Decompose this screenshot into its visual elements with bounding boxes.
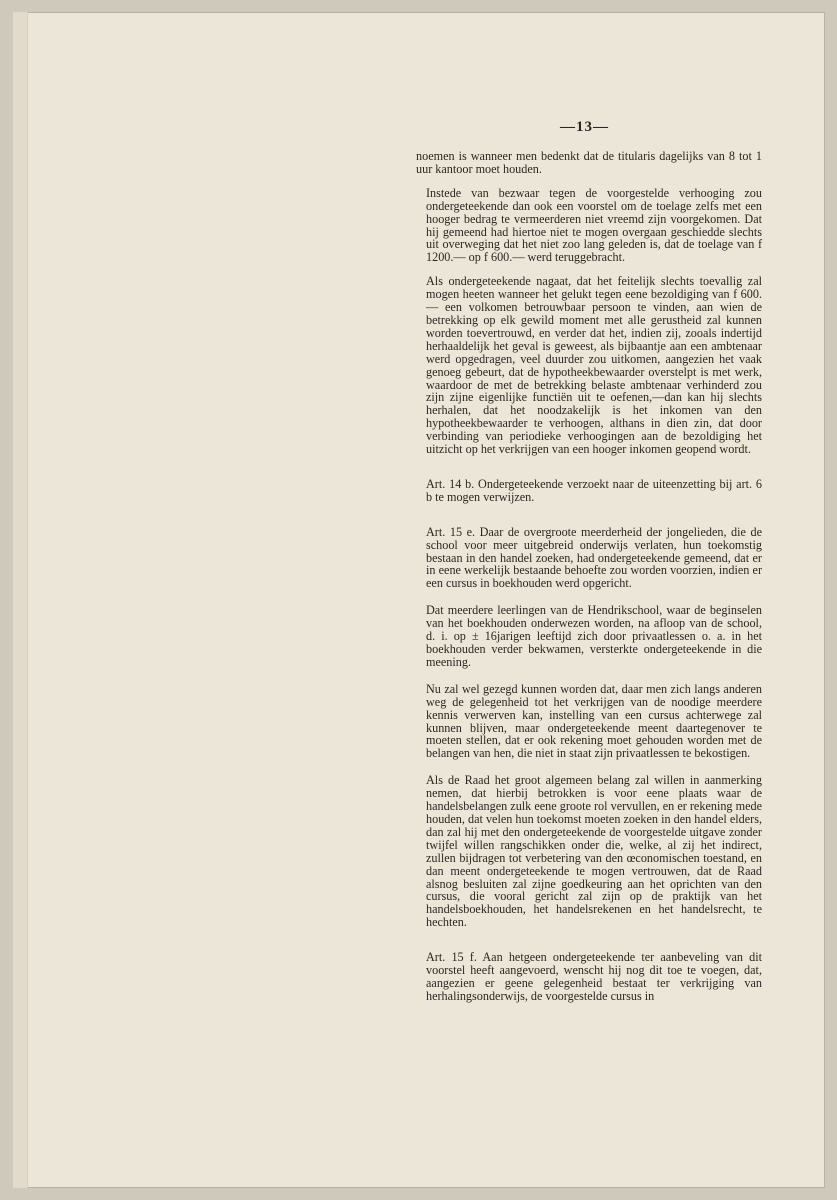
paragraph: Als ondergeteekende nagaat, dat het feitelijk slechts toevallig zal mogen heeten wanneer het gelukt tegen eene bezoldiging van f 600.— een volkomen betrouwbaar persoon te vinden, aan wien de betrekking op elk gewild moment met alle gerustheid zal kunnen worden toevertrouwd, en verder dat het, indien zij, zooals indertijd herhaaldelijk het geval is geweest, als bijbaantje aan een ambtenaar werd opgedragen, veel duurder zou uitkomen, aangezien het vaak genoeg gebeurt, dat de hypotheekbewaarder overstelpt is met werk, waardoor de met de betrekking belaste ambtenaar verhinderd zou zijn zijne eigenlijke functiën uit te oefenen,—dan kan hij slechts herhalen, dat het noodzakelijk is het inkomen van den hypotheekbewaarder te verhoogen, althans in dien zin, dat door verbinding van periodieke verhoogingen aan de bezoldiging het uitzicht op het verkrijgen van een hooger inkomen geopend wordt. [426, 274, 762, 457]
paragraph: Art. 15 e. Daar de overgroote meerderheid der jongelieden, die de school voor meer uitgebreid onderwijs verlaten, hun toekomstig bestaan in den handel zoeken, had ondergeteekende gemeend, dat er in eene werkelijk bestaande behoefte zou worden voorzien, indien er een cursus in boekhouden werd opgericht. [426, 524, 762, 591]
paragraph: Art. 15 f. Aan hetgeen ondergeteekende ter aanbeveling van dit voorstel heeft aangevoerd, wenscht hij nog dit toe te voegen, dat, aangezien er geene gelegenheid bestaat ter verkrijging van herhalingsonderwijs, de voorgestelde cursus in [426, 950, 762, 1003]
paragraph: Dat meerdere leerlingen van de Hendrikschool, waar de beginselen van het boekhouden onderwezen worden, na afloop van de school, d. i. op ± 16jarigen leeftijd zich door privaatlessen o. a. in het boekhouden verder bekwamen, versterkte ondergeteekende in die meening. [426, 603, 762, 669]
page-number: —13— [560, 119, 609, 135]
paragraph: Als de Raad het groot algemeen belang zal willen in aanmerking nemen, dat hierbij betrokken is voor eene plaats waar de handelsbelangen zulk eene groote rol vervullen, en er rekening mede houden, dat velen hun toekomst moeten zoeken in den handel elders, dan zal hij met den ondergeteekende de voorgestelde uitgave zonder twijfel willen rangschikken onder die, welke, al zij het indirect, zullen bijdragen tot verbetering van den œconomischen toestand, en dan meent ondergeteekende te mogen vertrouwen, dat de Raad alsnog besluiten zal zijne goedkeuring aan het oprichten van den cursus, die vooral gericht zal zijn op de praktijk van het handelsboekhouden, het handelsrekenen en het handelsrecht, te hechten. [426, 773, 762, 930]
paragraph: Art. 14 b. Ondergeteekende verzoekt naar de uiteenzetting bij art. 6 b te mogen verwijzen. [426, 476, 762, 504]
paragraph: Instede van bezwaar tegen de voorgestelde verhooging zou ondergeteekende dan ook een voorstel om de toelage zelfs met een hooger bedrag te vermeerderen niet vreemd zijn voorgekomen. Dat hij gemeend had hiertoe niet te mogen overgaan geschiedde slechts uit overweging dat het niet zoo lang geleden is, dat de toelage van f 1200.— op f 600.— werd teruggebracht. [426, 185, 762, 265]
text-column [416, 150, 762, 1003]
page-binding-strip [13, 12, 28, 1188]
paragraph: noemen is wanneer men bedenkt dat de titularis dagelijks van 8 tot 1 uur kantoor moet houden. [416, 149, 762, 176]
paragraph: Nu zal wel gezegd kunnen worden dat, daar men zich langs anderen weg de gelegenheid tot het verkrijgen van de noodige meerdere kennis verwerven kan, instelling van een cursus achterwege zal kunnen blijven, maar ondergeteekende meent daartegenover te moeten stellen, dat er ook rekening moet gehouden worden met de belangen van hen, die niet in staat zijn privaatlessen te bekostigen. [426, 681, 762, 761]
